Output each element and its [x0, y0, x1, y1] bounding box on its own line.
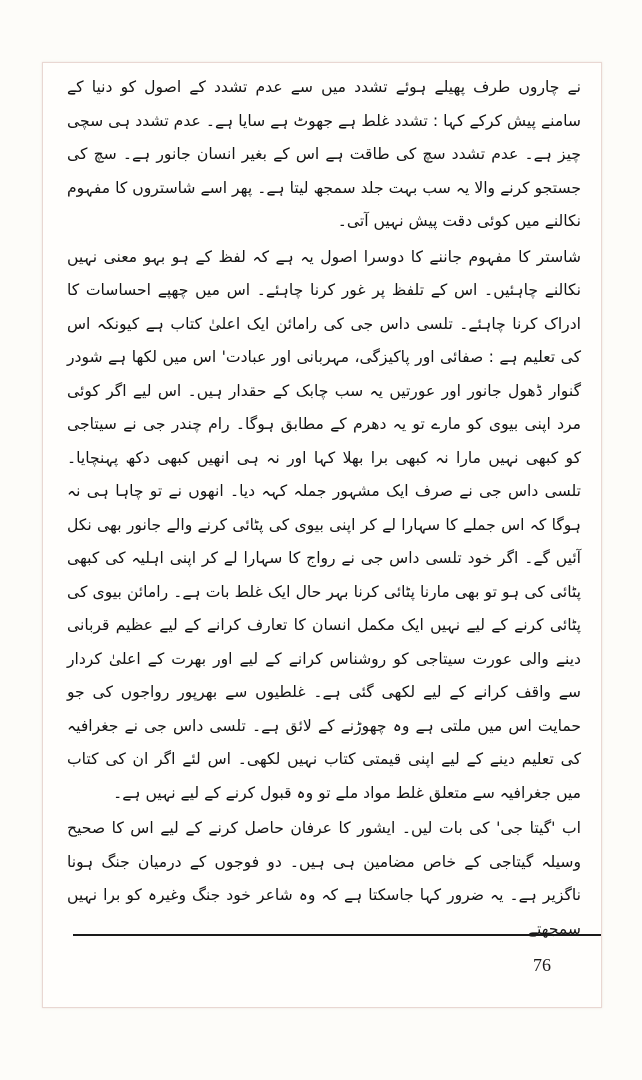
- paragraph: اب 'گیتا جی' کی بات لیں۔ ایشور کا عرفان حاصل کرنے کے لیے اس کا صحیح وسیلہ گیتاجی کے خاص مضامین ہی ہیں۔ دو فوجوں کے درمیان جنگ ہونا ناگزیر ہے۔ یہ ضرور کہا جاسکتا ہے کہ وہ شاعر خود جنگ وغیرہ کو برا نہیں سمجھتے: [67, 819, 581, 938]
- book-page: [42, 62, 602, 1008]
- paragraph: شاستر کا مفہوم جاننے کا دوسرا اصول یہ ہے کہ لفظ کے ہو بہو معنی نہیں نکالنے چاہئیں۔ اس کے تلفظ پر غور کرنا چاہئے۔ اس میں چھپے احساسات کا ادراک کرنا چاہئے۔ تلسی داس جی کی رامائن ایک اعلیٰ کتاب ہے کیونکہ اس کی تعلیم ہے : صفائی اور پاکیزگی، مہربانی اور عبادت' اس میں لکھا ہے شودر گنوار ڈھول جانور اور عورتیں یہ سب چابک کے حقدار ہیں۔ اس لیے اگر کوئی مرد اپنی بیوی کو مارے تو یہ دھرم کے مطابق ہوگا۔ رام چندر جی نے سیتاجی کو کبھی نہیں مارا نہ کبھی برا بھلا کہا اور نہ ہی انھیں کبھی دکھ پہنچایا۔ تلسی داس جی نے صرف ایک مشہور جملہ کہہ دیا۔ انھوں نے تو چاہا ہی نہ ہوگا کہ اس جملے کا سہارا لے کر اپنی بیوی کی پٹائی کرنے والے جانور بھی نکل آئیں گے۔ اگر خود تلسی داس جی نے رواج کا سہارا لے کر اپنی اہلیہ کی کبھی پٹائی کی ہو تو بھی مارنا پٹائی کرنا بہر حال ایک غلط بات ہے۔ رامائن بیوی کی پٹائی کرنے کے لیے نہیں ایک مکمل انسان کا تعارف کرانے کے لیے عظیم قربانی دینے والی عورت سیتاجی کو روشناس کرانے کے لیے اور بھرت کے اعلیٰ کردار سے واقف کرانے کے لیے لکھی گئی ہے۔ غلطیوں سے بھرپور رواجوں کی جو حمایت اس میں ملتی ہے وہ چھوڑنے کے لائق ہے۔ تلسی داس جی نے جغرافیہ کی تعلیم دینے کے لیے اپنی قیمتی کتاب نہیں لکھی۔ اس لئے اگر ان کی کتاب میں جغرافیہ سے متعلق غلط مواد ملے تو وہ قبول کرنے کے لیے نہیں ہے۔: [67, 247, 581, 802]
- paragraph: نے چاروں طرف پھیلے ہوئے تشدد میں سے عدم تشدد کے اصول کو دنیا کے سامنے پیش کرکے کہا : تشدد غلط ہے جھوٹ ہے سایا ہے۔ عدم تشدد ہی سچی چیز ہے۔ عدم تشدد سچ کی طاقت ہے اس کے بغیر انسان جانور ہے۔ سچ کی جستجو کرنے والا یہ سب بہت جلد سمجھ لیتا ہے۔ پھر اسے شاستروں کا مفہوم نکالنے میں کوئی دقت پیش نہیں آتی۔: [67, 78, 581, 230]
- page-number: 76: [533, 955, 551, 975]
- body-text: [67, 71, 581, 946]
- footer-rule: [73, 934, 601, 936]
